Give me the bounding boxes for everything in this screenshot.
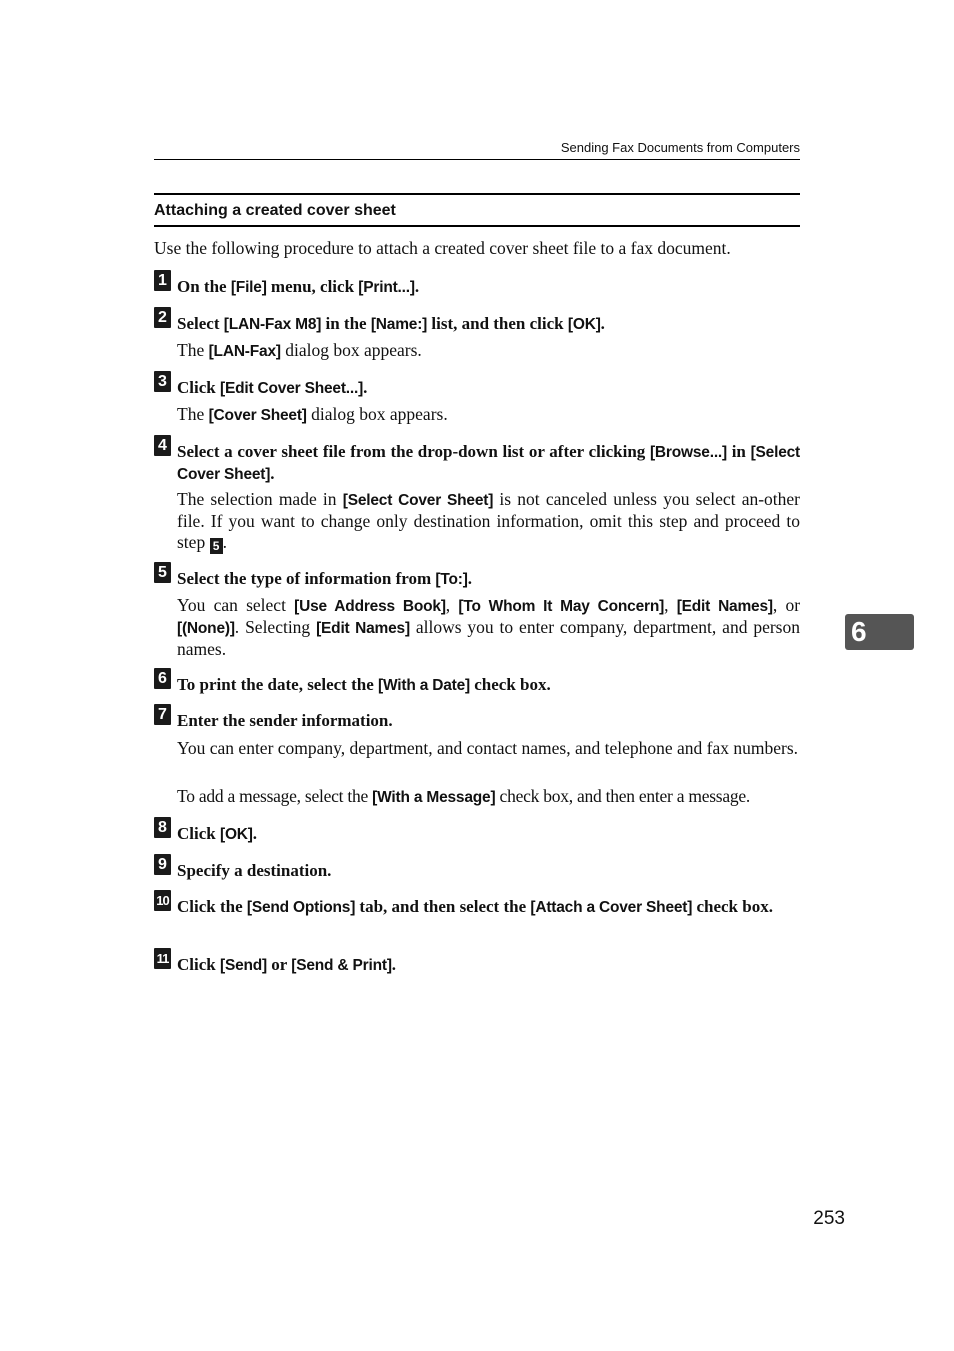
step-number-10: 10 [154,890,171,911]
step-note-7: You can enter company, department, and contact names, and telephone and fax numbers. [177,738,799,758]
intro-paragraph: Use the following procedure to attach a created cover sheet file to a fax document. [154,238,731,258]
step-text-6: To print the date, select the [With a Date] check box. [177,675,551,694]
running-header-title: Sending Fax Documents from Computers [560,140,800,155]
chapter-tab: 6 [845,614,914,650]
section-heading [154,193,800,227]
step-text-1: On the [File] menu, click [Print...]. [177,277,420,296]
step-note-2: The [LAN-Fax] dialog box appears. [177,340,422,360]
step-text-9: Specify a destination. [177,861,332,880]
section-title: Attaching a created cover sheet [154,202,396,219]
step-text-5: Select the type of information from [To:]. [177,569,472,588]
step-number-8: 8 [154,817,171,838]
step-note-3: The [Cover Sheet] dialog box appears. [177,404,448,424]
step-text-3: Click [Edit Cover Sheet...]. [177,378,368,397]
step-text-2: Select [LAN-Fax M8] in the [Name:] list, and then click [OK]. [177,314,605,333]
step-number-11: 11 [154,948,171,969]
step-note-5: You can select [Use Address Book], [To Whom It May Concern], [Edit Names], or [(None)]. Selecting [Edit Names] allows you to enter company, department, and person names. [177,595,801,659]
step-number-2: 2 [154,307,171,328]
step-text-11: Click [Send] or [Send & Print]. [177,955,397,974]
page-number: 253 [813,1208,845,1229]
step-text-10: Click the [Send Options] tab, and then select the [Attach a Cover Sheet] check box. [177,897,773,916]
step-note-4: The selection made in [Select Cover Sheet] is not canceled unless you select an-other file. If you want to change only destination information, omit this step and proceed to step 5 . [177,489,800,553]
step-number-1: 1 [154,270,171,291]
step-number-4: 4 [154,435,171,456]
step-text-7: Enter the sender information. [177,711,393,730]
step-number-9: 9 [154,854,171,875]
step-number-6: 6 [154,668,171,689]
step-number-7: 7 [154,704,171,725]
step-text-4: Select a cover sheet file from the drop-down list or after clicking [Browse...] in [Select Cover Sheet]. [177,442,801,483]
step-note-7b: To add a message, select the [With a Message] check box, and then enter a message. [177,786,751,806]
step-text-8: Click [OK]. [177,824,258,843]
step-number-3: 3 [154,371,171,392]
step-number-5: 5 [154,562,171,583]
running-header [154,139,800,160]
step-reference-5: 5 [210,538,223,554]
